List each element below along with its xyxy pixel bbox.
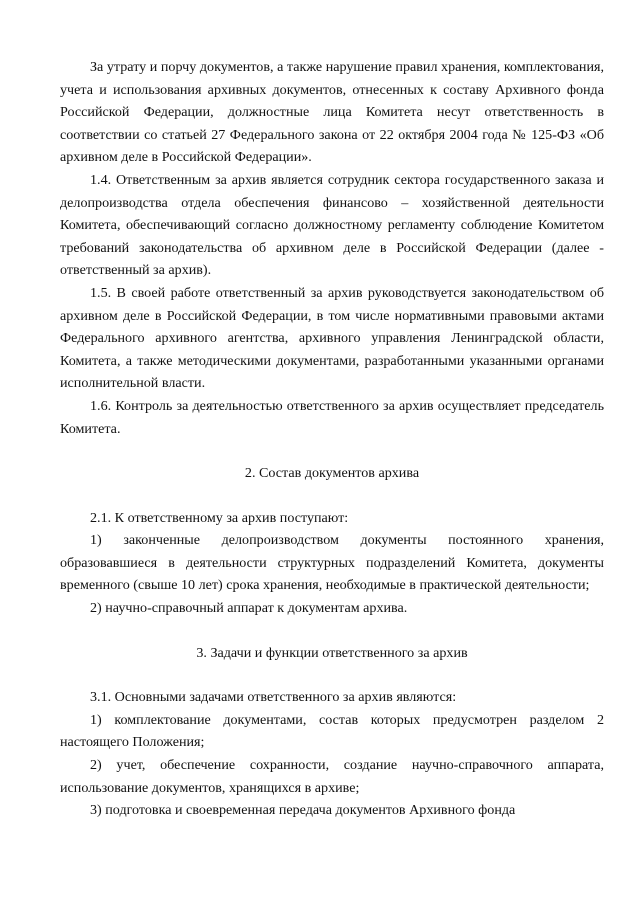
paragraph-1-4: 1.4. Ответственным за архив является сотрудник сектора государственного заказа и делопроизводства отдела обеспечения финансово – хозяйственной деятельности Комитета, обеспечивающий согласно должностному регламенту соблюдение Комитетом требований законодательства об архивном деле в Российской Федерации (далее - ответственный за архив). (60, 171, 604, 279)
paragraph-2-1-item-1: 1) законченные делопроизводством документы постоянного хранения, образовавшиеся в деятельности структурных подразделений Комитета, документы временного (свыше 10 лет) срока хранения, необходимые в практической деятельности; (60, 532, 604, 594)
paragraph-1-5: 1.5. В своей работе ответственный за архив руководствуется законодательством об архивном деле в Российской Федерации, в том числе нормативными правовыми актами Федерального архивного агентства, архивного управления Ленинградской области, Комитета, а также методическими документами, разработанными указанными органами исполнительной власти. (60, 284, 604, 392)
paragraph-3-1: 3.1. Основными задачами ответственного за архив являются: (90, 689, 457, 706)
paragraph-3-1-item-2: 2) учет, обеспечение сохранности, создание научно-справочного аппарата, использование документов, хранящихся в архиве; (60, 757, 604, 796)
paragraph-2-1-item-2: 2) научно-справочный аппарат к документам архива. (90, 600, 408, 617)
paragraph-3-1-item-3: 3) подготовка и своевременная передача документов Архивного фонда (90, 802, 516, 819)
section-3-heading: 3. Задачи и функции ответственного за архив (196, 644, 468, 661)
paragraph-3-1-item-1: 1) комплектование документами, состав которых предусмотрен разделом 2 настоящего Положения; (60, 711, 604, 751)
paragraph-2-1: 2.1. К ответственному за архив поступают: (90, 509, 349, 526)
section-2-heading: 2. Состав документов архива (244, 465, 420, 482)
paragraph-liability: За утрату и порчу документов, а также нарушение правил хранения, комплектования, учета и использования архивных документов, отнесенных к составу Архивного фонда Российской Федерации, должностные лица Комитета несут ответственность в соответствии со статьей 27 Федерального закона от 22 октября 2004 года № 125-ФЗ «Об архивном деле в Российской Федерации». (60, 59, 604, 166)
paragraph-1-6: 1.6. Контроль за деятельностью ответственного за архив осуществляет председатель Комитета. (60, 397, 604, 437)
